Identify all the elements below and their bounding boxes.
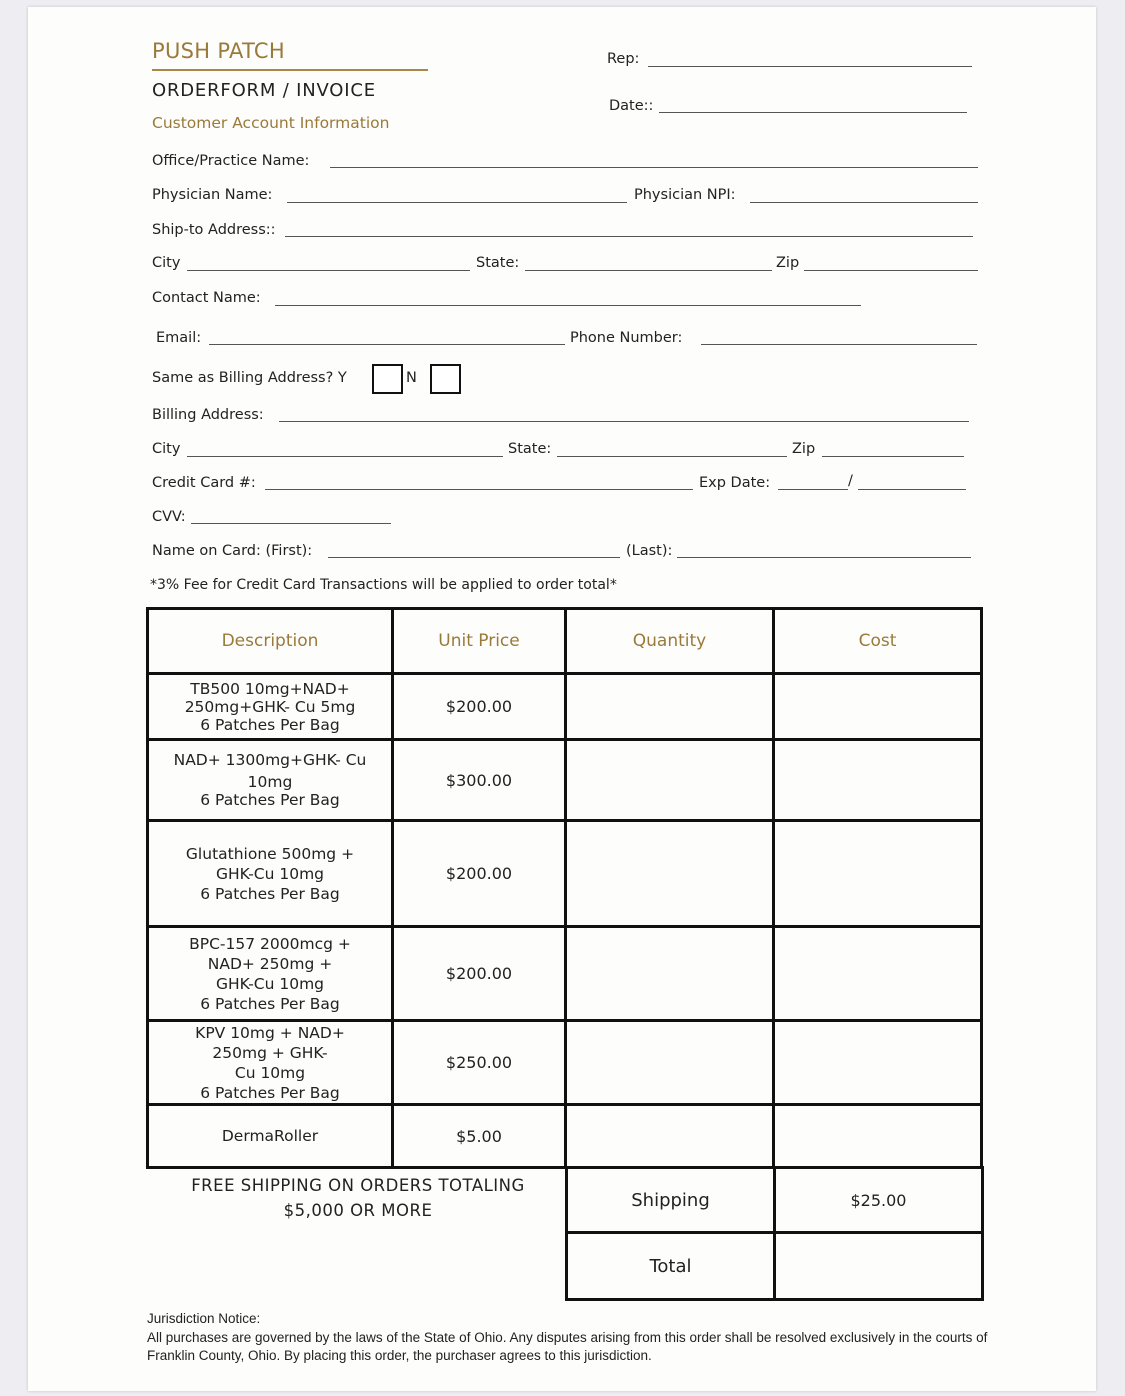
npi-label: Physician NPI:	[634, 187, 736, 203]
ship-address-field[interactable]	[285, 236, 973, 237]
row-cost-cell[interactable]	[774, 674, 982, 740]
date-field[interactable]	[659, 112, 967, 113]
row-quantity-cell[interactable]	[566, 927, 774, 1021]
header-unit-price: Unit Price	[393, 609, 566, 674]
shipping-row	[567, 1168, 983, 1233]
row-quantity-cell[interactable]	[566, 1021, 774, 1105]
exp-year-field[interactable]	[858, 489, 966, 490]
table-header-row	[148, 609, 982, 674]
ship-zip-field[interactable]	[804, 270, 978, 271]
header-cost: Cost	[774, 609, 982, 674]
bill-state-field[interactable]	[557, 456, 787, 457]
office-field[interactable]	[330, 167, 978, 168]
bill-zip-label: Zip	[792, 441, 816, 457]
same-billing-no-checkbox[interactable]	[430, 364, 461, 394]
credit-card-field[interactable]	[265, 489, 693, 490]
ship-address-label: Ship-to Address::	[152, 222, 276, 238]
row-cost-cell[interactable]	[774, 740, 982, 821]
physician-name-field[interactable]	[287, 202, 627, 203]
same-billing-yes-checkbox[interactable]	[372, 364, 403, 394]
contact-name-field[interactable]	[275, 305, 861, 306]
name-first-field[interactable]	[328, 557, 620, 558]
exp-date-separator: /	[848, 473, 853, 489]
row-cost-cell[interactable]	[774, 1105, 982, 1168]
row-description: NAD+ 1300mg+GHK- Cu 10mg 6 Patches Per Bag	[148, 740, 393, 821]
ship-state-label: State:	[476, 255, 520, 271]
shipping-value: $25.00	[775, 1168, 983, 1233]
row-unit-price: $250.00	[393, 1021, 566, 1105]
header-description: Description	[148, 609, 393, 674]
section-title: Customer Account Information	[152, 114, 390, 132]
notice-body: All purchases are governed by the laws of the State of Ohio. Any disputes arising from this order shall be resolved exclusively in the courts of Franklin County, Ohio. By placing this order, the purchaser agrees to this jurisdiction.	[147, 1329, 988, 1363]
shipping-label: Shipping	[567, 1168, 775, 1233]
row-description: DermaRoller	[148, 1105, 393, 1168]
row-quantity-cell[interactable]	[566, 821, 774, 927]
physician-name-label: Physician Name:	[152, 187, 273, 203]
order-form-page	[28, 7, 1096, 1391]
bill-city-field[interactable]	[187, 456, 503, 457]
row-unit-price: $200.00	[393, 674, 566, 740]
same-billing-no-label: N	[406, 370, 417, 386]
same-billing-label: Same as Billing Address? Y	[152, 370, 347, 386]
row-description: TB500 10mg+NAD+ 250mg+GHK- Cu 5mg 6 Patches Per Bag	[148, 674, 393, 740]
total-label: Total	[567, 1233, 775, 1300]
row-cost-cell[interactable]	[774, 1021, 982, 1105]
bill-state-label: State:	[508, 441, 552, 457]
row-unit-price: $5.00	[393, 1105, 566, 1168]
table-row	[148, 821, 982, 927]
email-label: Email:	[156, 330, 202, 346]
header-quantity: Quantity	[566, 609, 774, 674]
row-quantity-cell[interactable]	[566, 674, 774, 740]
email-field[interactable]	[209, 344, 565, 345]
exp-date-label: Exp Date:	[699, 475, 771, 491]
table-row	[148, 1105, 982, 1168]
jurisdiction-notice	[147, 1310, 1027, 1366]
bill-city-label: City	[152, 441, 181, 457]
billing-address-label: Billing Address:	[152, 407, 264, 423]
table-row	[148, 927, 982, 1021]
phone-field[interactable]	[701, 344, 977, 345]
brand-divider	[152, 69, 428, 71]
document-title: ORDERFORM / INVOICE	[152, 80, 376, 101]
name-first-label: Name on Card: (First):	[152, 543, 313, 559]
billing-address-field[interactable]	[279, 421, 969, 422]
credit-card-label: Credit Card #:	[152, 475, 256, 491]
table-row	[148, 1021, 982, 1105]
row-unit-price: $300.00	[393, 740, 566, 821]
exp-month-field[interactable]	[778, 489, 848, 490]
credit-card-fee-note: *3% Fee for Credit Card Transactions will be applied to order total*	[150, 577, 617, 593]
total-value[interactable]	[775, 1233, 983, 1300]
total-row	[567, 1233, 983, 1300]
row-quantity-cell[interactable]	[566, 1105, 774, 1168]
name-last-field[interactable]	[677, 557, 971, 558]
contact-name-label: Contact Name:	[152, 290, 261, 306]
summary-table	[565, 1166, 984, 1301]
row-description: Glutathione 500mg + GHK-Cu 10mg 6 Patches Per Bag	[148, 821, 393, 927]
notice-title: Jurisdiction Notice:	[147, 1311, 261, 1326]
free-shipping-note: FREE SHIPPING ON ORDERS TOTALING $5,000 OR MORE	[191, 1176, 525, 1220]
ship-zip-label: Zip	[776, 255, 800, 271]
ship-city-field[interactable]	[187, 270, 470, 271]
row-quantity-cell[interactable]	[566, 740, 774, 821]
name-last-label: (Last):	[626, 543, 673, 559]
rep-field[interactable]	[648, 66, 972, 67]
row-cost-cell[interactable]	[774, 927, 982, 1021]
row-unit-price: $200.00	[393, 821, 566, 927]
npi-field[interactable]	[750, 202, 978, 203]
row-unit-price: $200.00	[393, 927, 566, 1021]
cvv-field[interactable]	[191, 523, 391, 524]
brand-name: PUSH PATCH	[152, 39, 285, 63]
row-description: KPV 10mg + NAD+ 250mg + GHK- Cu 10mg 6 Patches Per Bag	[148, 1021, 393, 1105]
ship-state-field[interactable]	[525, 270, 772, 271]
ship-city-label: City	[152, 255, 181, 271]
date-label: Date::	[609, 98, 654, 114]
office-label: Office/Practice Name:	[152, 153, 310, 169]
table-row	[148, 740, 982, 821]
cvv-label: CVV:	[152, 509, 186, 525]
row-description: BPC-157 2000mcg + NAD+ 250mg + GHK-Cu 10mg 6 Patches Per Bag	[148, 927, 393, 1021]
product-table	[146, 607, 983, 1169]
row-cost-cell[interactable]	[774, 821, 982, 927]
bill-zip-field[interactable]	[822, 456, 964, 457]
rep-label: Rep:	[607, 51, 640, 67]
table-row	[148, 674, 982, 740]
phone-label: Phone Number:	[570, 330, 683, 346]
